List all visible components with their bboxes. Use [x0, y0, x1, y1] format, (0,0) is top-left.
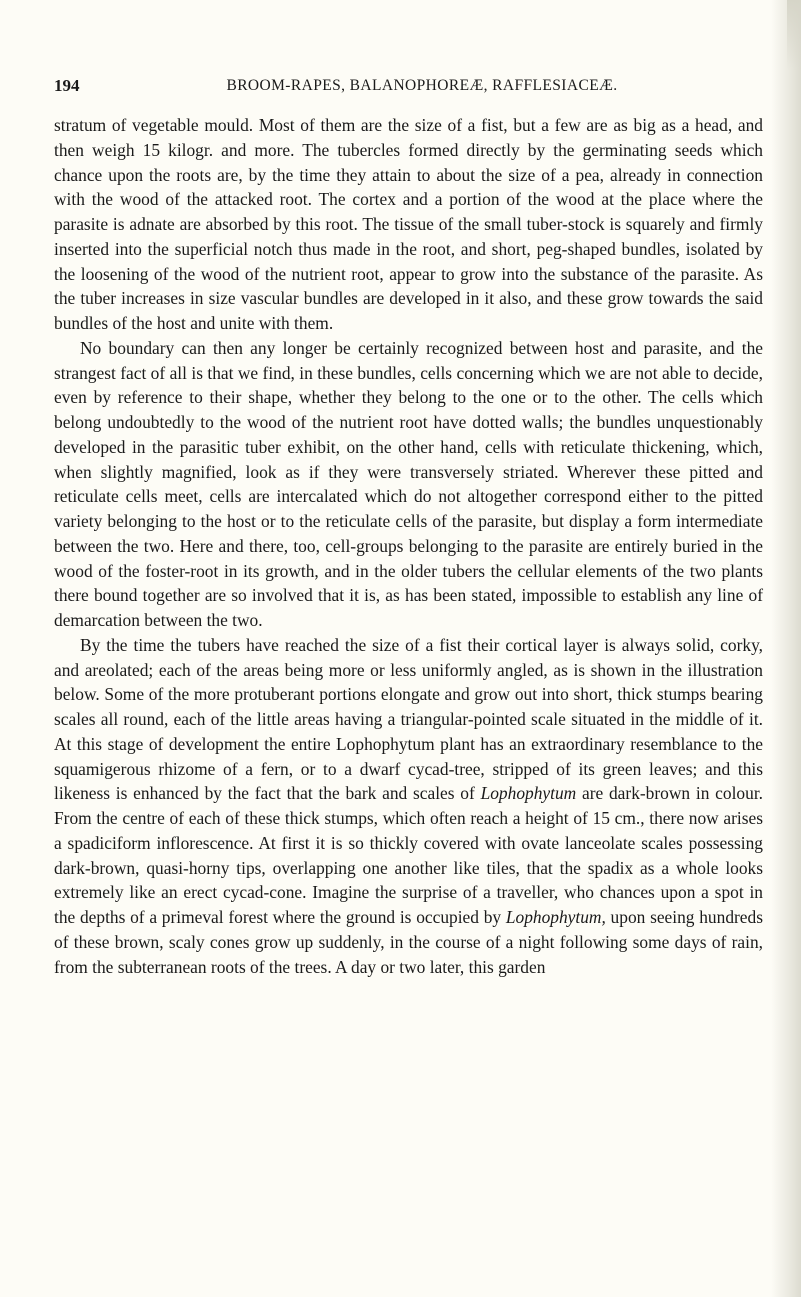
- page-corner-shadow: [787, 0, 801, 70]
- body-text: [54, 113, 763, 979]
- page-header: [54, 76, 764, 100]
- paragraph-3-text-2: are dark-brown in colour. From the centre of each of these thick stumps, which often reach a height of 15 cm., there now arises a spadiciform inflorescence. At first it is so thickly covered with ovate lanceolate scales possessing dark-brown, quasi-horny tips, overlapping one another like tiles, that the spadix as a whole looks extremely like an erect cycad-cone. Imagine the surprise of a traveller, who chances upon a spot in the depths of a primeval forest where the ground is occupied by: [54, 783, 763, 927]
- paragraph-1: stratum of vegetable mould. Most of them are the size of a fist, but a few are as big as a head, and then weigh 15 kilogr. and more. The tubercles formed directly by the germinating seeds which chance upon the roots are, by the time they attain to about the size of a pea, already in connection with the wood of the attacked root. The cortex and a portion of the wood at the place where the parasite is adnate are absorbed by this root. The tissue of the small tuber-stock is squarely and firmly inserted into the superficial notch thus made in the root, and short, peg-shaped bundles, isolated by the loosening of the wood of the nutrient root, appear to grow into the substance of the parasite. As the tuber increases in size vascular bundles are developed in it also, and these grow towards the said bundles of the host and unite with them.: [54, 115, 763, 333]
- paragraph-2: No boundary can then any longer be certainly recognized between host and parasite, and the strangest fact of all is that we find, in these bundles, cells concerning which we are not able to decide, even by reference to their shape, whether they belong to the one or to the other. The cells which belong undoubtedly to the wood of the nutrient root have dotted walls; the bundles unquestionably developed in the parasitic tuber exhibit, on the other hand, cells with reticulate thickening, which, when slightly magnified, look as if they were transversely striated. Wherever these pitted and reticulate cells meet, cells are intercalated which do not altogether correspond either to the pitted variety belonging to the host or to the reticulate cells of the parasite, but display a form intermediate between the two. Here and there, too, cell-groups belonging to the parasite are entirely buried in the wood of the foster-root in its growth, and in the older tubers the cellular elements of the two plants there bound together are so involved that it is, as has been stated, impossible to establish any line of demarcation between the two.: [54, 337, 763, 630]
- page-edge-shadow: [771, 0, 801, 1297]
- page-number: 194: [54, 76, 80, 95]
- paragraph-3: [54, 633, 763, 980]
- paragraph-3-italic-1: Lophophytum: [480, 783, 577, 804]
- running-head: BROOM-RAPES, BALANOPHOREÆ, RAFFLESIACEÆ.: [226, 77, 618, 94]
- paragraph-3-text-3: upon seeing hundreds of these brown, scaly cones grow up suddenly, in the course of a night following some days of rain, from the subterranean roots of the trees. A day or two later, this garden: [54, 907, 763, 977]
- paragraph-3-text-1: By the time the tubers have reached the size of a fist their cortical layer is always solid, corky, and areolated; each of the areas being more or less uniformly angled, as is shown in the illustration below. Some of the more protuberant portions elongate and grow out into short, thick stumps bearing scales all round, each of the little areas having a triangular-pointed scale situated in the middle of it. At this stage of development the entire Lophophytum plant has an extraordinary resemblance to the squamigerous rhizome of a fern, or to a dwarf cycad-tree, stripped of its green leaves; and this likeness is enhanced by the fact that the bark and scales of: [54, 634, 763, 804]
- paragraph-3-italic-2: Lophophytum,: [505, 907, 606, 927]
